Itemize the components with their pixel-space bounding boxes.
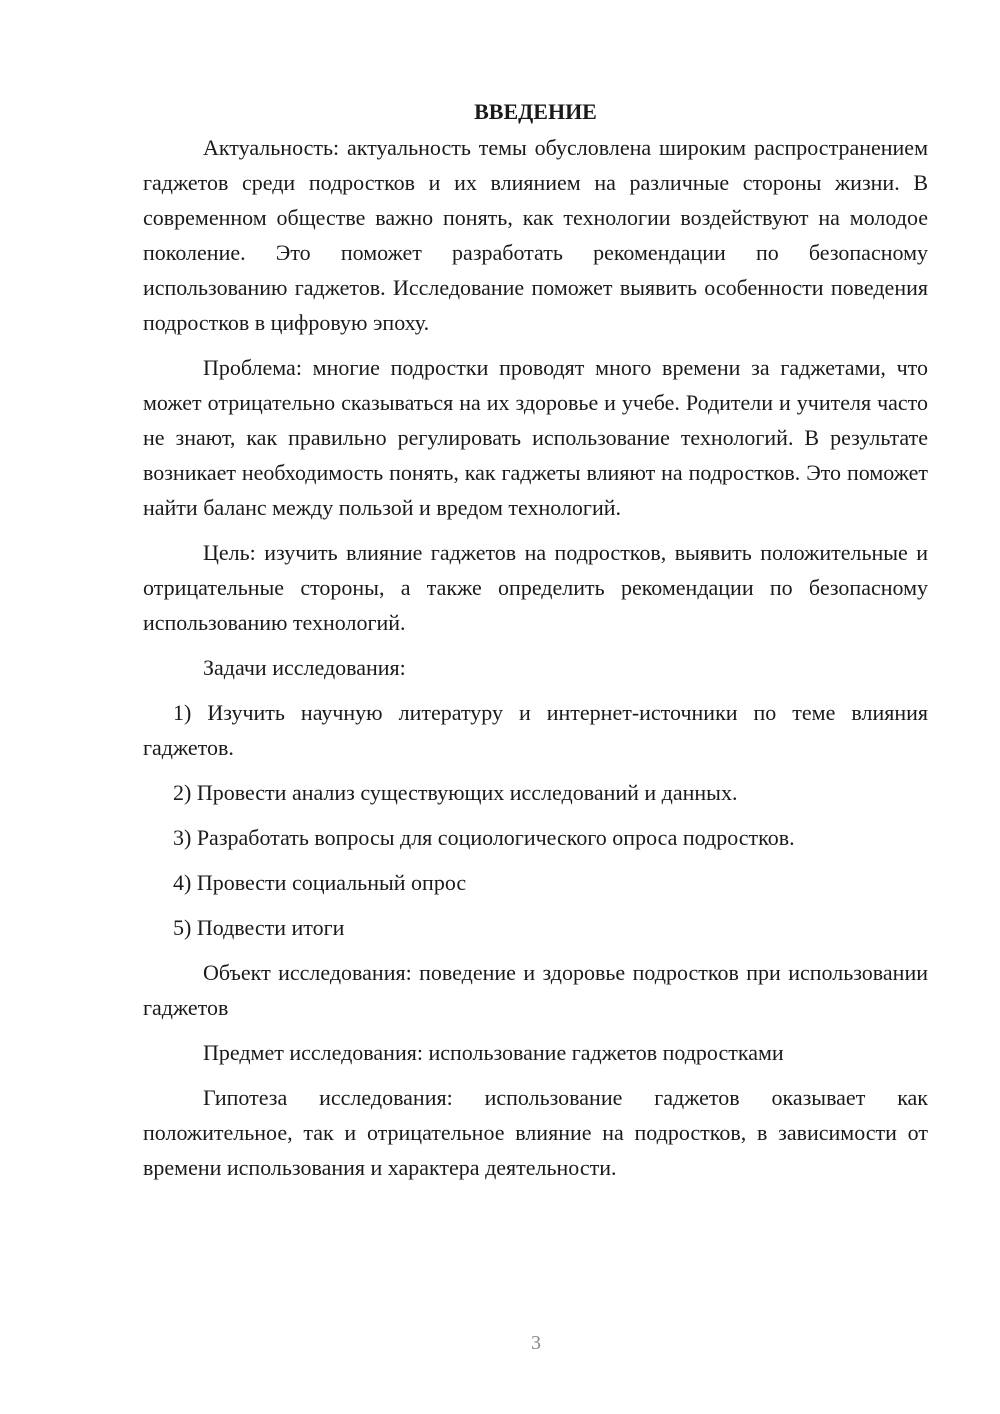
task-item-1: 1) Изучить научную литературу и интернет-источники по теме влияния гаджетов.: [143, 700, 928, 760]
section-heading: ВВЕДЕНИЕ: [474, 99, 597, 124]
tasks-heading: Задачи исследования:: [203, 655, 406, 680]
goal-paragraph: Цель: изучить влияние гаджетов на подростков, выявить положительные и отрицательные стороны, а также определить рекомендации по безопасному использованию технологий.: [143, 540, 928, 635]
page-content: [143, 94, 928, 1195]
hypothesis-paragraph: Гипотеза исследования: использование гаджетов оказывает как положительное, так и отрицательное влияние на подростков, в зависимости от времени использования и характера деятельности.: [143, 1085, 928, 1180]
task-item-3: 3) Разработать вопросы для социологического опроса подростков.: [173, 825, 795, 850]
page-number: 3: [531, 1332, 541, 1354]
task-item-2: 2) Провести анализ существующих исследований и данных.: [173, 780, 738, 805]
task-item-5: 5) Подвести итоги: [173, 915, 345, 940]
relevance-paragraph: Актуальность: актуальность темы обусловлена широким распространением гаджетов среди подростков и их влиянием на различные стороны жизни. В современном обществе важно понять, как технологии воздействуют на молодое поколение. Это поможет разработать рекомендации по безопасному использованию гаджетов. Исследование поможет выявить особенности поведения подростков в цифровую эпоху.: [143, 135, 928, 335]
problem-paragraph: Проблема: многие подростки проводят много времени за гаджетами, что может отрицательно сказываться на их здоровье и учебе. Родители и учителя часто не знают, как правильно регулировать использование технологий. В результате возникает необходимость понять, как гаджеты влияют на подростков. Это поможет найти баланс между пользой и вредом технологий.: [143, 355, 928, 520]
subject-paragraph: Предмет исследования: использование гаджетов подростками: [203, 1040, 784, 1065]
task-item-4: 4) Провести социальный опрос: [173, 870, 467, 895]
object-paragraph: Объект исследования: поведение и здоровье подростков при использовании гаджетов: [143, 960, 928, 1020]
